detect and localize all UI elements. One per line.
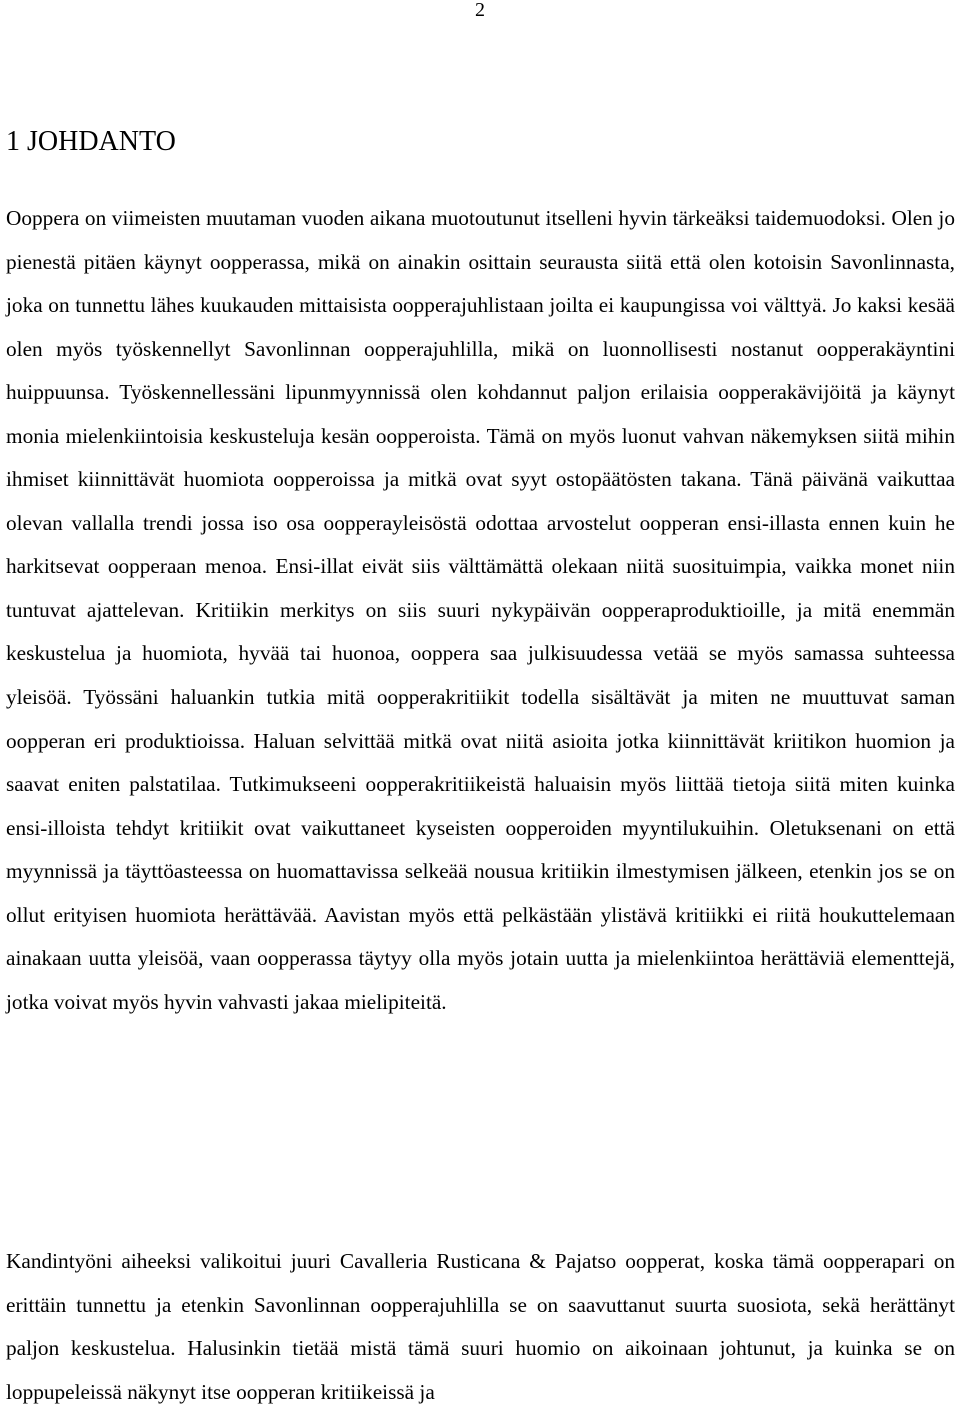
body-paragraph-2: Kandintyöni aiheeksi valikoitui juuri Cavalleria Rusticana & Pajatso oopperat, koska tämä oopperapari on erittäin tunnettu ja etenkin Savonlinnan oopperajuhlilla se on saavuttanut suurta suosiota, sekä herättänyt paljon keskustelua. Halusinkin tietää mistä tämä suuri huomio on aikoinaan johtunut, ja kuinka se on loppupeleissä näkynyt itse oopperan kritiikeissä ja [6,1249,955,1404]
section-heading: 1 JOHDANTO [6,126,176,157]
body-paragraph-1: Ooppera on viimeisten muutaman vuoden aikana muotoutunut itselleni hyvin tärkeäksi taidemuodoksi. Olen jo pienestä pitäen käynyt oopperassa, mikä on ainakin osittain seurausta siitä että olen kotoisin Savonlinnasta, joka on tunnettu lähes kuukauden mittaisista oopperajuhlistaan joilta ei kaupungissa voi välttyä. Jo kaksi kesää olen myös työskennellyt Savonlinnan oopperajuhlilla, mikä on luonnollisesti nostanut oopperakäyntini huippuunsa. Työskennellessäni lipunmyynnissä olen kohdannut paljon erilaisia oopperakävijöitä ja käynyt monia mielenkiintoisia keskusteluja kesän oopperoista. Tämä on myös luonut vahvan näkemyksen siitä mihin ihmiset kiinnittävät huomiota oopperoissa ja mitkä ovat syyt ostopäätösten takana. Tänä päivänä vaikuttaa olevan vallalla trendi jossa iso osa oopperayleisöstä odottaa arvostelut oopperan ensi-illasta ennen kuin he harkitsevat oopperaan menoa. Ensi-illat eivät siis välttämättä olekaan niitä suosituimpia, vaikka monet niin tuntuvat ajattelevan. Kritiikin merkitys on siis suuri nykypäivän oopperaproduktioille, ja mitä enemmän keskustelua ja huomiota, hyvää tai huonoa, ooppera saa julkisuudessa vetää se myös samassa suhteessa yleisöä. Työssäni haluankin tutkia mitä oopperakritiikit todella sisältävät ja miten ne muuttuvat saman oopperan eri produktioissa. Haluan selvittää mitkä ovat niitä asioita jotka kiinnittävät kriitikon huomion ja saavat eniten palstatilaa. Tutkimukseeni oopperakritiikeistä haluaisin myös liittää tietoja siitä miten kuinka ensi-illoista tehdyt kritiikit ovat vaikuttaneet kyseisten oopperoiden myyntilukuihin. Oletuksenani on että myynnissä ja täyttöasteessa on huomattavissa selkeää nousua kritiikin ilmestymisen jälkeen, etenkin jos se on ollut erityisen huomiota herättävää. Aavistan myös että pelkästään ylistävä kritiikki ei riitä houkuttelemaan ainakaan uutta yleisöä, vaan oopperassa täytyy olla myös jotain uutta ja mielenkiintoa herättäviä elementtejä, jotka voivat myös hyvin vahvasti jakaa mielipiteitä. [6,206,955,1014]
page-number: 2 [475,0,485,21]
